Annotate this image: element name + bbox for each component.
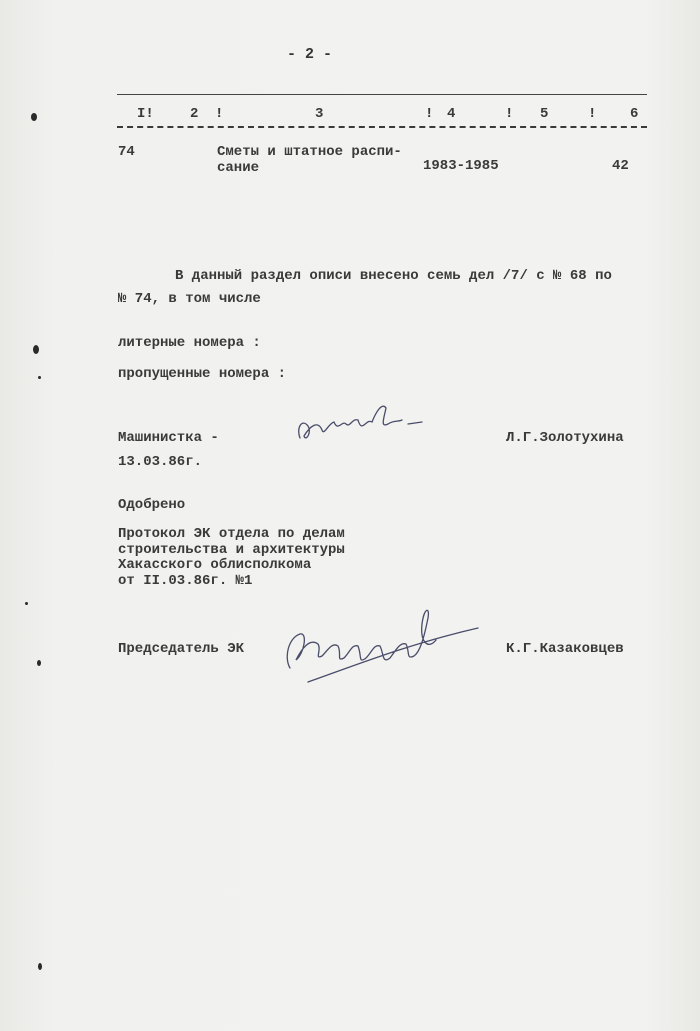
col-2-header: 2 [190, 106, 199, 122]
col-4-header: 4 [447, 106, 456, 122]
scan-speck [33, 345, 39, 354]
col-separator: ! [425, 106, 434, 122]
table-top-rule [117, 94, 647, 95]
typist-role: Машинистка - [118, 430, 219, 446]
scan-speck [31, 113, 37, 121]
chair-name: К.Г.Казаковцев [506, 641, 624, 657]
statement-line-1: В данный раздел описи внесено семь дел /7/ с № 68 по [175, 268, 612, 284]
protocol-line-4: от II.03.86г. №1 [118, 573, 253, 589]
protocol-line-1: Протокол ЭК отдела по делам [118, 526, 345, 542]
missing-numbers: пропущенные номера : [118, 366, 287, 382]
protocol-line-2: строительства и архитектуры [118, 542, 345, 558]
col-6-header: 6 [630, 106, 639, 122]
row-sheet-count: 42 [612, 158, 629, 174]
table-header-rule [117, 126, 647, 128]
litera-numbers: литерные номера : [118, 335, 261, 351]
scan-speck [37, 660, 41, 666]
page-number: - 2 - [287, 46, 333, 63]
typist-name: Л.Г.Золотухина [506, 430, 624, 446]
typist-signature [288, 398, 428, 453]
scan-speck [25, 602, 28, 605]
row-dates: 1983-1985 [423, 158, 499, 174]
col-5-header: 5 [540, 106, 549, 122]
scan-speck [38, 963, 42, 970]
approved-label: Одобрено [118, 497, 186, 513]
statement-line-2: № 74, в том числе [118, 291, 261, 307]
row-number: 74 [118, 144, 135, 160]
scan-speck [38, 376, 41, 379]
row-title-line-1: Сметы и штатное распи- [217, 144, 402, 160]
chair-role: Председатель ЭК [118, 641, 245, 657]
col-separator: ! [588, 106, 597, 122]
typist-date: 13.03.86г. [118, 454, 203, 470]
protocol-line-3: Хакасского облисполкома [118, 557, 312, 573]
col-3-header: 3 [315, 106, 324, 122]
row-title-line-2: сание [217, 160, 260, 176]
col-separator: ! [215, 106, 224, 122]
col-1-header: I! [137, 106, 154, 122]
col-separator: ! [505, 106, 514, 122]
chair-signature [278, 598, 488, 688]
